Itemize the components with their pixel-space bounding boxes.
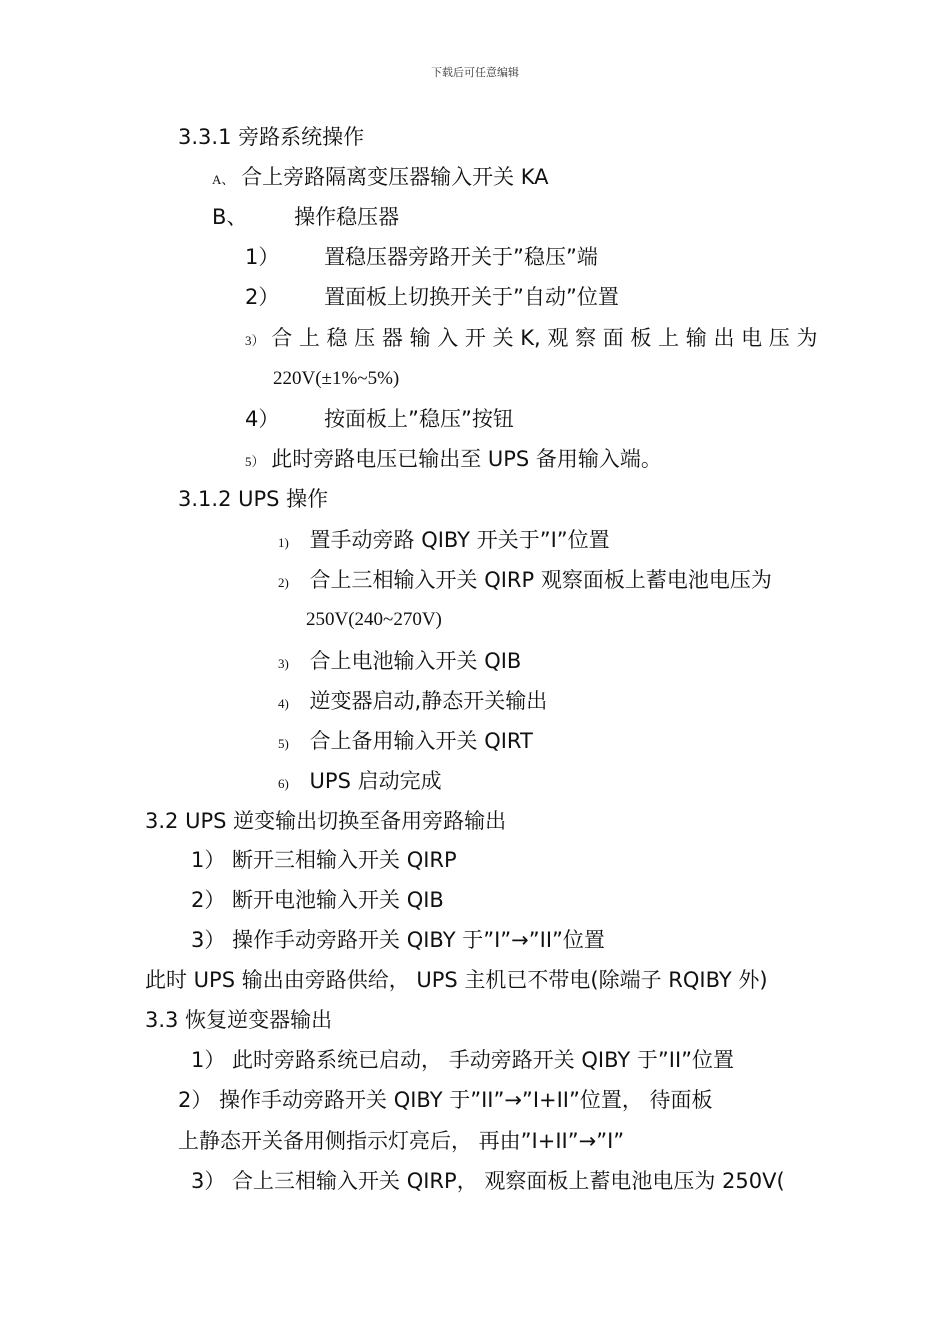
list-item-a [212, 164, 549, 193]
list-marker: A、 [212, 172, 235, 187]
list-marker: 5） [245, 454, 265, 469]
list-item-text: 置面板上切换开关于”自动”位置 [324, 285, 619, 309]
list-item-text: 置稳压器旁路开关于”稳压”端 [324, 245, 598, 269]
list-item-5 [245, 446, 662, 475]
list-marker: 6) [278, 776, 289, 791]
list-marker: 4) [278, 696, 289, 711]
list-item-text: 按面板上”稳压”按钮 [324, 407, 514, 431]
ups-step-2-continuation: 250V(240~270V) [306, 609, 442, 630]
list-marker: 2) [278, 575, 289, 590]
list-item-text: UPS 启动完成 [309, 769, 442, 793]
list-marker: 1) [278, 535, 289, 550]
section-heading-3-3: 3.3 恢复逆变器输出 [145, 1008, 333, 1032]
ups-step-3 [278, 648, 521, 677]
section-heading-3-2: 3.2 UPS 逆变输出切换至备用旁路输出 [145, 809, 507, 833]
list-marker: 3） [245, 333, 265, 348]
list-item-3-continuation: 220V(±1%~5%) [273, 368, 400, 389]
restore-step-1: 1） 此时旁路系统已启动， 手动旁路开关 QIBY 于”II”位置 [191, 1048, 735, 1072]
ups-step-1 [278, 527, 610, 556]
ups-step-5 [278, 728, 533, 757]
switch-step-2: 2） 断开电池输入开关 QIB [191, 888, 444, 912]
list-item-text: 合上旁路隔离变压器输入开关 KA [241, 165, 549, 189]
list-item-text: 合上电池输入开关 QIB [309, 649, 522, 673]
list-item-text: 逆变器启动,静态开关输出 [309, 689, 548, 713]
list-item-text: 操作稳压器 [294, 205, 400, 229]
page-header-note: 下载后可任意编辑 [431, 66, 519, 79]
list-item-text: 合上备用输入开关 QIRT [309, 729, 533, 753]
list-marker: B、 [212, 205, 248, 229]
ups-step-6 [278, 768, 442, 797]
section-heading-3-1-2: 3.1.2 UPS 操作 [178, 487, 329, 511]
list-item-text: 合 上 稳 压 器 输 入 开 关 K, 观 察 面 板 上 输 出 电 压 为 [271, 326, 818, 350]
bypass-note: 此时 UPS 输出由旁路供给， UPS 主机已不带电(除端子 RQIBY 外) [145, 968, 768, 992]
list-item-2 [245, 284, 619, 310]
list-marker: 4） [245, 407, 280, 431]
list-item-b [212, 204, 399, 230]
ups-step-4 [278, 688, 547, 717]
restore-step-2-continuation: 上静态开关备用侧指示灯亮后， 再由”I+II”→”I” [178, 1129, 625, 1153]
list-marker: 3) [278, 656, 289, 671]
list-item-text: 此时旁路电压已输出至 UPS 备用输入端。 [271, 447, 662, 471]
switch-step-3: 3） 操作手动旁路开关 QIBY 于”I”→”II”位置 [191, 928, 605, 952]
ups-step-2 [278, 567, 772, 596]
list-marker: 2） [245, 285, 280, 309]
list-item-1 [245, 244, 598, 270]
list-marker: 5) [278, 736, 289, 751]
section-heading-3-3-1: 3.3.1 旁路系统操作 [178, 125, 365, 149]
restore-step-2: 2） 操作手动旁路开关 QIBY 于”II”→”I+II”位置， 待面板 [178, 1088, 713, 1112]
switch-step-1: 1） 断开三相输入开关 QIRP [191, 848, 457, 872]
restore-step-3: 3） 合上三相输入开关 QIRP， 观察面板上蓄电池电压为 250V( [191, 1169, 785, 1193]
list-item-text: 合上三相输入开关 QIRP 观察面板上蓄电池电压为 [309, 568, 772, 592]
list-item-4 [245, 406, 514, 432]
list-marker: 1） [245, 245, 280, 269]
list-item-text: 置手动旁路 QIBY 开关于”I”位置 [309, 528, 610, 552]
list-item-3 [245, 325, 817, 354]
